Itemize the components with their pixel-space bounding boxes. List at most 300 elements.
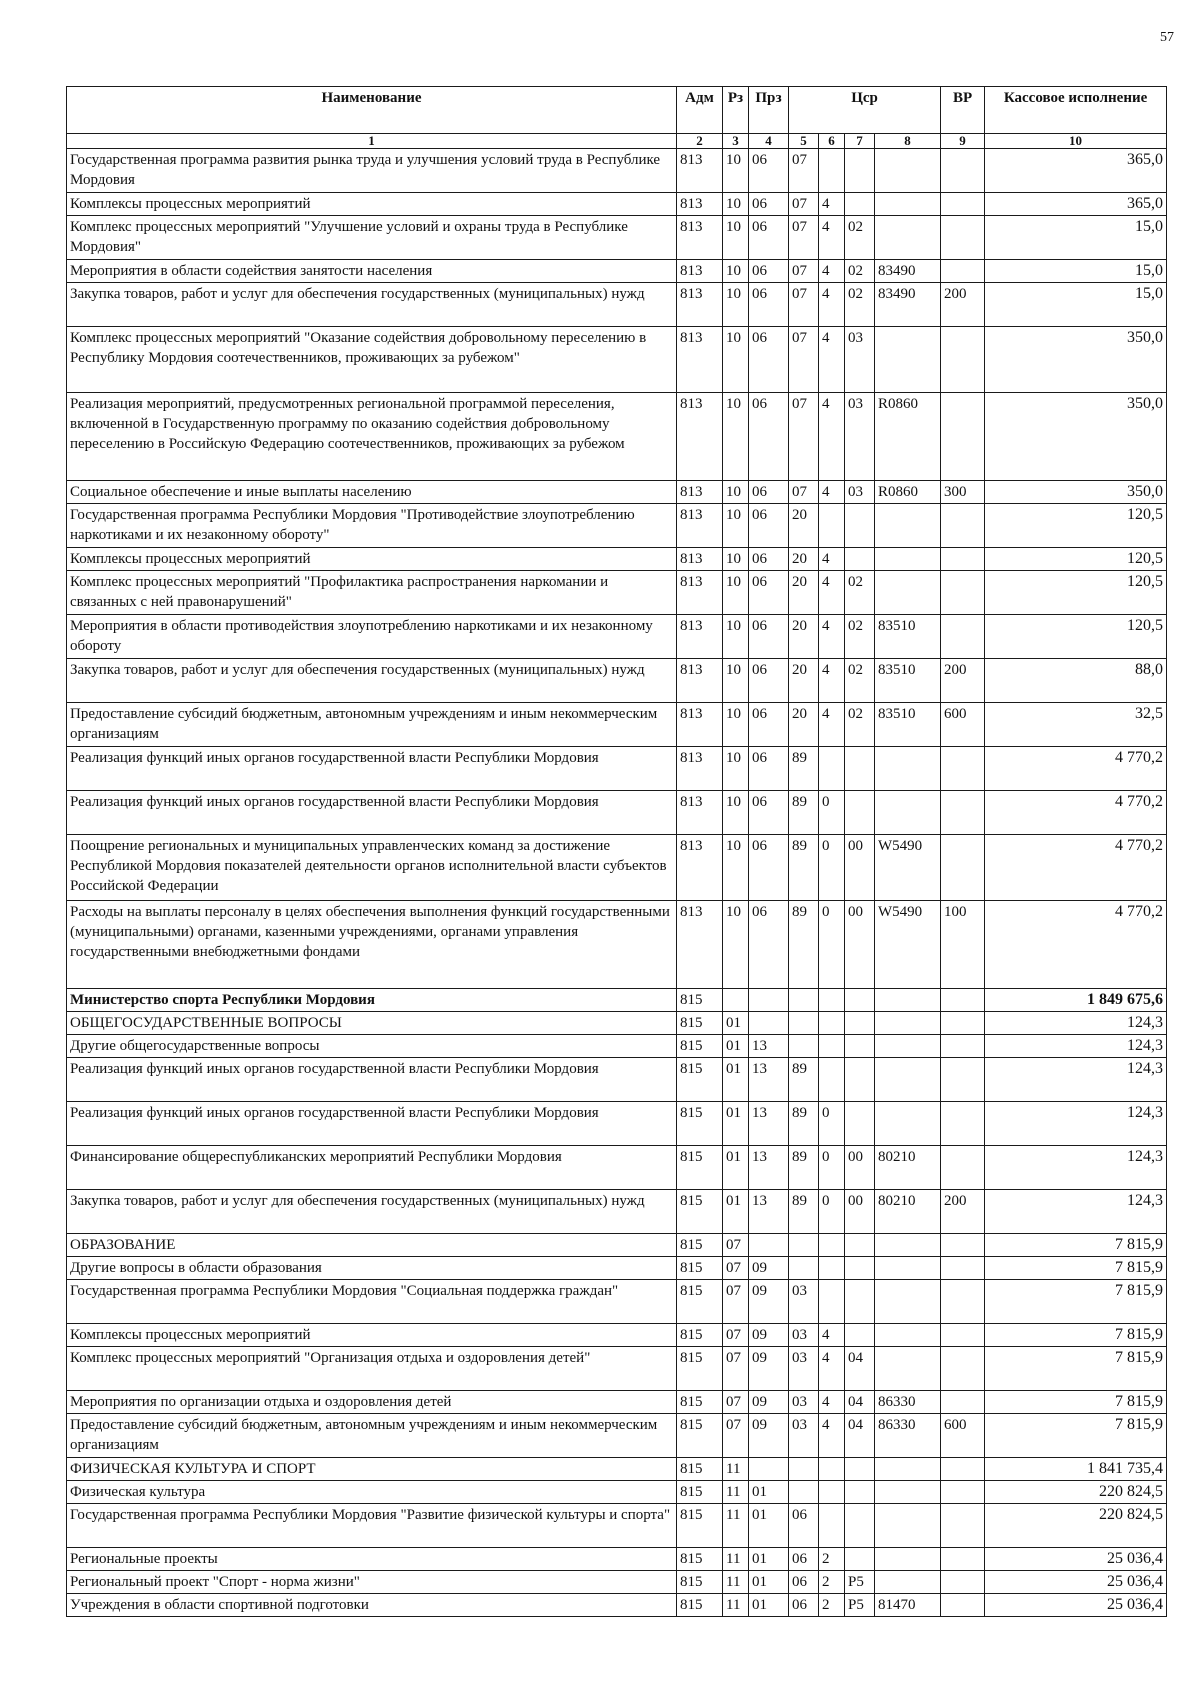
row-name: Комплекс процессных мероприятий "Профилактика распространения наркомании и связанных с ней правонарушений" bbox=[67, 571, 677, 615]
row-rz: 11 bbox=[723, 1504, 749, 1548]
row-csr-program bbox=[789, 989, 819, 1012]
row-csr-subprogram: P5 bbox=[845, 1594, 875, 1617]
row-csr-type: 4 bbox=[819, 1324, 845, 1347]
table-row bbox=[67, 1571, 1167, 1594]
row-csr-program: 20 bbox=[789, 548, 819, 571]
row-csr-program: 89 bbox=[789, 1190, 819, 1234]
header-csr: Цср bbox=[789, 87, 941, 134]
row-name: Комплексы процессных мероприятий bbox=[67, 1324, 677, 1347]
table-row bbox=[67, 283, 1167, 327]
row-csr-type: 2 bbox=[819, 1548, 845, 1571]
row-prz: 09 bbox=[749, 1324, 789, 1347]
row-vr: 300 bbox=[941, 481, 985, 504]
row-csr-direction: 83490 bbox=[875, 260, 941, 283]
row-adm: 815 bbox=[677, 1146, 723, 1190]
row-rz: 07 bbox=[723, 1257, 749, 1280]
row-rz: 11 bbox=[723, 1548, 749, 1571]
row-rz: 01 bbox=[723, 1058, 749, 1102]
row-rz: 10 bbox=[723, 615, 749, 659]
row-csr-program bbox=[789, 1012, 819, 1035]
row-csr-program: 03 bbox=[789, 1280, 819, 1324]
row-rz: 10 bbox=[723, 193, 749, 216]
row-vr: 200 bbox=[941, 283, 985, 327]
row-csr-subprogram bbox=[845, 1324, 875, 1347]
row-name: Реализация функций иных органов государственной власти Республики Мордовия bbox=[67, 791, 677, 835]
row-name: Комплекс процессных мероприятий "Организация отдыха и оздоровления детей" bbox=[67, 1347, 677, 1391]
row-csr-program: 07 bbox=[789, 149, 819, 193]
row-name: Другие вопросы в области образования bbox=[67, 1257, 677, 1280]
row-rz: 01 bbox=[723, 1102, 749, 1146]
row-adm: 815 bbox=[677, 1324, 723, 1347]
row-prz: 13 bbox=[749, 1058, 789, 1102]
row-name: Мероприятия в области противодействия злоупотреблению наркотиками и их незаконному обороту bbox=[67, 615, 677, 659]
row-vr bbox=[941, 327, 985, 393]
row-rz: 10 bbox=[723, 393, 749, 481]
row-rz: 07 bbox=[723, 1280, 749, 1324]
row-name: Комплексы процессных мероприятий bbox=[67, 193, 677, 216]
row-vr: 200 bbox=[941, 1190, 985, 1234]
header-name: Наименование bbox=[67, 87, 677, 134]
row-csr-subprogram bbox=[845, 1012, 875, 1035]
row-amount: 7 815,9 bbox=[985, 1414, 1167, 1458]
row-csr-type: 4 bbox=[819, 548, 845, 571]
row-rz: 10 bbox=[723, 747, 749, 791]
row-csr-program: 89 bbox=[789, 747, 819, 791]
row-csr-type: 4 bbox=[819, 703, 845, 747]
row-csr-type: 4 bbox=[819, 193, 845, 216]
row-csr-type: 4 bbox=[819, 327, 845, 393]
row-csr-direction: 80210 bbox=[875, 1146, 941, 1190]
row-csr-direction: 83510 bbox=[875, 615, 941, 659]
row-rz: 11 bbox=[723, 1594, 749, 1617]
column-index: 1 bbox=[67, 134, 677, 149]
row-vr bbox=[941, 1102, 985, 1146]
row-csr-program: 20 bbox=[789, 615, 819, 659]
row-csr-direction bbox=[875, 327, 941, 393]
column-index: 6 bbox=[819, 134, 845, 149]
row-csr-direction: 86330 bbox=[875, 1414, 941, 1458]
row-vr bbox=[941, 1058, 985, 1102]
row-csr-subprogram bbox=[845, 1504, 875, 1548]
row-csr-program: 03 bbox=[789, 1347, 819, 1391]
row-rz: 10 bbox=[723, 504, 749, 548]
table-row bbox=[67, 1414, 1167, 1458]
row-name: Комплексы процессных мероприятий bbox=[67, 548, 677, 571]
row-csr-subprogram bbox=[845, 1481, 875, 1504]
row-csr-program: 89 bbox=[789, 901, 819, 989]
row-csr-type: 0 bbox=[819, 835, 845, 901]
row-amount: 4 770,2 bbox=[985, 747, 1167, 791]
row-csr-subprogram bbox=[845, 1458, 875, 1481]
row-name: ФИЗИЧЕСКАЯ КУЛЬТУРА И СПОРТ bbox=[67, 1458, 677, 1481]
row-name: Реализация функций иных органов государственной власти Республики Мордовия bbox=[67, 1102, 677, 1146]
row-amount: 350,0 bbox=[985, 327, 1167, 393]
row-csr-subprogram: 03 bbox=[845, 327, 875, 393]
table-row bbox=[67, 1257, 1167, 1280]
row-vr bbox=[941, 216, 985, 260]
row-adm: 813 bbox=[677, 791, 723, 835]
table-row bbox=[67, 1481, 1167, 1504]
row-prz: 06 bbox=[749, 149, 789, 193]
row-amount: 120,5 bbox=[985, 615, 1167, 659]
row-csr-program: 20 bbox=[789, 571, 819, 615]
row-csr-type: 2 bbox=[819, 1594, 845, 1617]
row-adm: 815 bbox=[677, 1257, 723, 1280]
row-csr-direction: 83490 bbox=[875, 283, 941, 327]
row-vr bbox=[941, 1481, 985, 1504]
row-amount: 32,5 bbox=[985, 703, 1167, 747]
row-name: Предоставление субсидий бюджетным, автономным учреждениям и иным некоммерческим организациям bbox=[67, 1414, 677, 1458]
row-adm: 813 bbox=[677, 260, 723, 283]
row-vr bbox=[941, 791, 985, 835]
row-csr-program: 06 bbox=[789, 1571, 819, 1594]
row-vr bbox=[941, 260, 985, 283]
table-row bbox=[67, 571, 1167, 615]
row-csr-direction bbox=[875, 1481, 941, 1504]
row-rz: 10 bbox=[723, 327, 749, 393]
row-rz: 10 bbox=[723, 901, 749, 989]
row-adm: 813 bbox=[677, 149, 723, 193]
row-csr-subprogram bbox=[845, 1058, 875, 1102]
row-amount: 350,0 bbox=[985, 393, 1167, 481]
row-adm: 815 bbox=[677, 1058, 723, 1102]
row-amount: 120,5 bbox=[985, 504, 1167, 548]
row-name: ОБЩЕГОСУДАРСТВЕННЫЕ ВОПРОСЫ bbox=[67, 1012, 677, 1035]
row-amount: 124,3 bbox=[985, 1035, 1167, 1058]
row-amount: 124,3 bbox=[985, 1102, 1167, 1146]
row-name: Реализация функций иных органов государственной власти Республики Мордовия bbox=[67, 747, 677, 791]
row-rz: 10 bbox=[723, 283, 749, 327]
row-csr-type bbox=[819, 747, 845, 791]
row-vr bbox=[941, 1504, 985, 1548]
row-rz: 01 bbox=[723, 1190, 749, 1234]
row-csr-program: 89 bbox=[789, 791, 819, 835]
row-prz: 09 bbox=[749, 1280, 789, 1324]
row-rz: 01 bbox=[723, 1035, 749, 1058]
table-row bbox=[67, 1234, 1167, 1257]
row-adm: 813 bbox=[677, 327, 723, 393]
row-csr-direction bbox=[875, 747, 941, 791]
row-vr bbox=[941, 1458, 985, 1481]
table-row bbox=[67, 1458, 1167, 1481]
row-csr-subprogram bbox=[845, 791, 875, 835]
row-name: Реализация функций иных органов государственной власти Республики Мордовия bbox=[67, 1058, 677, 1102]
row-name: Государственная программа Республики Мордовия "Социальная поддержка граждан" bbox=[67, 1280, 677, 1324]
column-index-row bbox=[67, 134, 1167, 149]
row-csr-program: 07 bbox=[789, 393, 819, 481]
row-vr: 200 bbox=[941, 659, 985, 703]
row-adm: 813 bbox=[677, 747, 723, 791]
row-amount: 4 770,2 bbox=[985, 835, 1167, 901]
row-csr-program: 07 bbox=[789, 481, 819, 504]
row-csr-program: 89 bbox=[789, 835, 819, 901]
row-name: Закупка товаров, работ и услуг для обеспечения государственных (муниципальных) нужд bbox=[67, 283, 677, 327]
row-csr-direction bbox=[875, 1257, 941, 1280]
row-prz: 06 bbox=[749, 791, 789, 835]
row-csr-direction: 86330 bbox=[875, 1391, 941, 1414]
table-row bbox=[67, 149, 1167, 193]
row-rz: 11 bbox=[723, 1458, 749, 1481]
row-prz: 06 bbox=[749, 747, 789, 791]
row-rz: 07 bbox=[723, 1324, 749, 1347]
row-vr bbox=[941, 1548, 985, 1571]
row-adm: 815 bbox=[677, 1504, 723, 1548]
row-adm: 815 bbox=[677, 989, 723, 1012]
row-csr-type: 4 bbox=[819, 1391, 845, 1414]
table-row bbox=[67, 1190, 1167, 1234]
table-row bbox=[67, 1102, 1167, 1146]
table-row bbox=[67, 659, 1167, 703]
row-name: Финансирование общереспубликанских мероприятий Республики Мордовия bbox=[67, 1146, 677, 1190]
row-vr bbox=[941, 1146, 985, 1190]
row-amount: 1 849 675,6 bbox=[985, 989, 1167, 1012]
row-prz: 01 bbox=[749, 1594, 789, 1617]
row-amount: 4 770,2 bbox=[985, 791, 1167, 835]
row-adm: 815 bbox=[677, 1102, 723, 1146]
row-csr-program: 07 bbox=[789, 283, 819, 327]
row-prz: 06 bbox=[749, 260, 789, 283]
row-vr bbox=[941, 571, 985, 615]
row-vr bbox=[941, 615, 985, 659]
row-csr-program bbox=[789, 1035, 819, 1058]
row-rz: 10 bbox=[723, 548, 749, 571]
row-csr-type: 4 bbox=[819, 1347, 845, 1391]
row-csr-subprogram: 02 bbox=[845, 283, 875, 327]
row-csr-program bbox=[789, 1481, 819, 1504]
row-adm: 815 bbox=[677, 1280, 723, 1324]
row-adm: 815 bbox=[677, 1012, 723, 1035]
row-csr-subprogram bbox=[845, 504, 875, 548]
row-csr-direction bbox=[875, 1347, 941, 1391]
row-prz: 06 bbox=[749, 216, 789, 260]
row-name: Предоставление субсидий бюджетным, автономным учреждениям и иным некоммерческим организациям bbox=[67, 703, 677, 747]
row-csr-subprogram: 03 bbox=[845, 481, 875, 504]
column-index: 3 bbox=[723, 134, 749, 149]
row-amount: 15,0 bbox=[985, 216, 1167, 260]
row-rz: 10 bbox=[723, 791, 749, 835]
row-csr-program bbox=[789, 1234, 819, 1257]
row-csr-program: 07 bbox=[789, 327, 819, 393]
row-csr-program: 20 bbox=[789, 504, 819, 548]
row-name: Учреждения в области спортивной подготовки bbox=[67, 1594, 677, 1617]
row-name: Комплекс процессных мероприятий "Улучшение условий и охраны труда в Республике Мордовия" bbox=[67, 216, 677, 260]
table-row bbox=[67, 615, 1167, 659]
column-index: 8 bbox=[875, 134, 941, 149]
row-rz: 01 bbox=[723, 1146, 749, 1190]
row-vr bbox=[941, 548, 985, 571]
row-adm: 813 bbox=[677, 659, 723, 703]
row-prz: 13 bbox=[749, 1146, 789, 1190]
row-rz bbox=[723, 989, 749, 1012]
row-csr-type bbox=[819, 1035, 845, 1058]
row-rz: 07 bbox=[723, 1414, 749, 1458]
row-adm: 813 bbox=[677, 703, 723, 747]
row-prz: 06 bbox=[749, 283, 789, 327]
row-rz: 10 bbox=[723, 149, 749, 193]
row-csr-direction bbox=[875, 1234, 941, 1257]
row-csr-type bbox=[819, 1481, 845, 1504]
row-csr-type bbox=[819, 1058, 845, 1102]
row-csr-subprogram bbox=[845, 1280, 875, 1324]
table-row bbox=[67, 327, 1167, 393]
row-csr-direction bbox=[875, 1458, 941, 1481]
row-adm: 815 bbox=[677, 1414, 723, 1458]
row-vr: 600 bbox=[941, 1414, 985, 1458]
table-row bbox=[67, 1324, 1167, 1347]
row-prz: 06 bbox=[749, 659, 789, 703]
row-adm: 813 bbox=[677, 901, 723, 989]
row-amount: 7 815,9 bbox=[985, 1257, 1167, 1280]
row-csr-direction: 83510 bbox=[875, 703, 941, 747]
table-row bbox=[67, 1146, 1167, 1190]
table-row bbox=[67, 747, 1167, 791]
row-amount: 7 815,9 bbox=[985, 1324, 1167, 1347]
row-amount: 120,5 bbox=[985, 548, 1167, 571]
table-row bbox=[67, 989, 1167, 1012]
row-csr-type: 4 bbox=[819, 393, 845, 481]
row-csr-program: 03 bbox=[789, 1391, 819, 1414]
row-csr-direction: W5490 bbox=[875, 901, 941, 989]
row-amount: 25 036,4 bbox=[985, 1571, 1167, 1594]
row-adm: 813 bbox=[677, 504, 723, 548]
row-adm: 815 bbox=[677, 1458, 723, 1481]
row-csr-direction: 80210 bbox=[875, 1190, 941, 1234]
table-row bbox=[67, 1548, 1167, 1571]
row-rz: 10 bbox=[723, 659, 749, 703]
row-csr-subprogram bbox=[845, 989, 875, 1012]
row-adm: 815 bbox=[677, 1035, 723, 1058]
row-amount: 365,0 bbox=[985, 193, 1167, 216]
row-prz: 01 bbox=[749, 1571, 789, 1594]
row-adm: 815 bbox=[677, 1190, 723, 1234]
row-csr-direction: R0860 bbox=[875, 481, 941, 504]
row-rz: 07 bbox=[723, 1234, 749, 1257]
row-csr-direction: W5490 bbox=[875, 835, 941, 901]
row-csr-direction bbox=[875, 571, 941, 615]
row-csr-subprogram: 04 bbox=[845, 1347, 875, 1391]
row-name: Комплекс процессных мероприятий "Оказание содействия добровольному переселению в Республику Мордовия соотечественников, проживающих за рубежом" bbox=[67, 327, 677, 393]
row-csr-direction bbox=[875, 1012, 941, 1035]
row-vr bbox=[941, 504, 985, 548]
column-index: 2 bbox=[677, 134, 723, 149]
column-index: 5 bbox=[789, 134, 819, 149]
row-adm: 815 bbox=[677, 1234, 723, 1257]
row-csr-direction bbox=[875, 504, 941, 548]
row-csr-direction bbox=[875, 193, 941, 216]
column-index: 9 bbox=[941, 134, 985, 149]
table-row bbox=[67, 260, 1167, 283]
row-csr-program: 89 bbox=[789, 1146, 819, 1190]
row-amount: 15,0 bbox=[985, 283, 1167, 327]
row-csr-subprogram: 04 bbox=[845, 1391, 875, 1414]
table-row bbox=[67, 1058, 1167, 1102]
column-index: 7 bbox=[845, 134, 875, 149]
row-vr bbox=[941, 1234, 985, 1257]
table-row bbox=[67, 216, 1167, 260]
row-name: Физическая культура bbox=[67, 1481, 677, 1504]
row-csr-direction bbox=[875, 216, 941, 260]
row-csr-type bbox=[819, 1257, 845, 1280]
header-kassa: Кассовое исполнение bbox=[985, 87, 1167, 134]
row-csr-subprogram: 02 bbox=[845, 216, 875, 260]
row-csr-type: 4 bbox=[819, 216, 845, 260]
row-prz: 13 bbox=[749, 1035, 789, 1058]
table-row bbox=[67, 393, 1167, 481]
row-prz: 06 bbox=[749, 193, 789, 216]
row-csr-direction bbox=[875, 1324, 941, 1347]
row-prz: 06 bbox=[749, 835, 789, 901]
row-csr-program: 20 bbox=[789, 703, 819, 747]
row-csr-subprogram bbox=[845, 747, 875, 791]
table-row bbox=[67, 791, 1167, 835]
table-row bbox=[67, 1391, 1167, 1414]
row-adm: 815 bbox=[677, 1347, 723, 1391]
row-csr-type: 0 bbox=[819, 1190, 845, 1234]
row-csr-type: 2 bbox=[819, 1571, 845, 1594]
row-prz: 01 bbox=[749, 1481, 789, 1504]
budget-execution-table bbox=[66, 86, 1167, 1617]
row-csr-program: 06 bbox=[789, 1504, 819, 1548]
row-name: Другие общегосударственные вопросы bbox=[67, 1035, 677, 1058]
row-adm: 813 bbox=[677, 393, 723, 481]
row-amount: 350,0 bbox=[985, 481, 1167, 504]
row-vr bbox=[941, 835, 985, 901]
row-amount: 25 036,4 bbox=[985, 1594, 1167, 1617]
row-vr bbox=[941, 747, 985, 791]
row-csr-program bbox=[789, 1458, 819, 1481]
table-row bbox=[67, 1504, 1167, 1548]
table-header-row bbox=[67, 87, 1167, 134]
row-prz: 06 bbox=[749, 703, 789, 747]
row-csr-subprogram: 00 bbox=[845, 901, 875, 989]
row-vr bbox=[941, 1257, 985, 1280]
row-vr bbox=[941, 1035, 985, 1058]
table-row bbox=[67, 548, 1167, 571]
header-rz: Рз bbox=[723, 87, 749, 134]
row-rz: 11 bbox=[723, 1571, 749, 1594]
row-rz: 10 bbox=[723, 216, 749, 260]
row-csr-subprogram: 00 bbox=[845, 1146, 875, 1190]
row-csr-direction bbox=[875, 1548, 941, 1571]
row-adm: 813 bbox=[677, 283, 723, 327]
row-rz: 10 bbox=[723, 571, 749, 615]
row-amount: 124,3 bbox=[985, 1012, 1167, 1035]
row-name: ОБРАЗОВАНИЕ bbox=[67, 1234, 677, 1257]
table-row bbox=[67, 835, 1167, 901]
row-csr-type: 4 bbox=[819, 481, 845, 504]
row-vr bbox=[941, 1280, 985, 1324]
row-vr bbox=[941, 393, 985, 481]
row-prz bbox=[749, 989, 789, 1012]
row-rz: 01 bbox=[723, 1012, 749, 1035]
row-csr-subprogram: 02 bbox=[845, 703, 875, 747]
row-csr-program: 20 bbox=[789, 659, 819, 703]
row-csr-type: 4 bbox=[819, 659, 845, 703]
row-name: Мероприятия в области содействия занятости населения bbox=[67, 260, 677, 283]
row-csr-direction: R0860 bbox=[875, 393, 941, 481]
row-name: Государственная программа Республики Мордовия "Развитие физической культуры и спорта" bbox=[67, 1504, 677, 1548]
table-row bbox=[67, 1347, 1167, 1391]
row-csr-type bbox=[819, 1234, 845, 1257]
row-prz: 06 bbox=[749, 548, 789, 571]
row-rz: 10 bbox=[723, 703, 749, 747]
row-csr-type: 4 bbox=[819, 283, 845, 327]
row-csr-direction bbox=[875, 1035, 941, 1058]
row-amount: 7 815,9 bbox=[985, 1347, 1167, 1391]
row-csr-type: 4 bbox=[819, 571, 845, 615]
row-adm: 815 bbox=[677, 1594, 723, 1617]
table-row bbox=[67, 481, 1167, 504]
